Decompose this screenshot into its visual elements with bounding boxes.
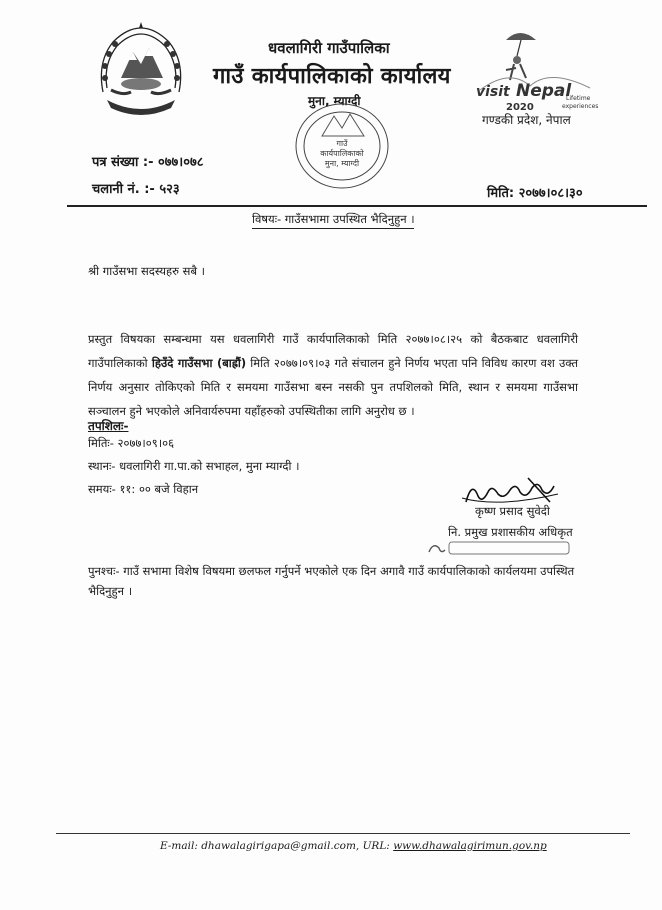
postscript: पुनश्चः- गाउँ सभामा विशेष विषयमा छलफल गर्नुपर्ने भएकोले एक दिन अगावै गाउँ कार्यपालिकाको कार्यलयमा उपस्थित भैदिनुहुन । <box>88 564 575 598</box>
signatory-name: कृष्ण प्रसाद सुवेदी <box>475 504 550 518</box>
visit-text: visit <box>476 84 510 100</box>
stamp-line3: मुना, म्याग्दी <box>324 159 360 168</box>
details-date: मितिः- २०७७।०९।०६ <box>88 436 175 450</box>
nepal-emblem-logo <box>93 22 189 122</box>
body-paragraph <box>88 327 578 423</box>
body-text-bold: हिउँदे गाउँसभा (बाह्रौं) <box>151 356 247 370</box>
stamp-line2: कार्यपालिकाको <box>320 149 364 158</box>
office-address: मुना, म्याग्दी <box>308 94 361 108</box>
subject-line: विषयः- गाउँसभामा उपस्थित भैदिनुहुन । <box>252 212 415 226</box>
experiences-text: experiences <box>562 103 599 110</box>
lifetime-text: Lifetime <box>566 95 591 102</box>
footer-divider <box>56 833 630 834</box>
stamp-line1: गाउँ <box>336 139 348 148</box>
signatory-title: नि. प्रमुख प्रशासकीय अधिकृत <box>448 525 573 539</box>
letter-date: मिति: २०७७।०८।३० <box>487 186 583 201</box>
body-text-part1: प्रस्तुत विषयका सम्बन्धमा यस धवलागिरी गाउँ कार्यपालिकाको मिति २०७७।०८।२५ को बैठकबाट धवलागिरी गाउँपालिकाको <box>88 332 578 370</box>
salutation: श्री गाउँसभा सदस्यहरु सबै । <box>88 264 206 278</box>
footer-contact <box>160 840 547 852</box>
dispatch-number: चलानी नं. :- ५२३ <box>92 182 180 197</box>
year-text: 2020 <box>506 102 534 113</box>
seal-stamp-fragment <box>425 540 575 556</box>
province-label: गण्डकी प्रदेश, नेपाल <box>482 113 571 127</box>
body-text-part2: मिति २०७७।०९।०३ गते संचालन हुने निर्णय भएता पनि विविध कारण वश उक्त निर्णय अनुसार तोकिएको मिति र समयमा गाउँसभा बस्न नसकी पुन तपशिलको मिति, स्थान र समयमा गाउँसभा सञ्चालन हुने भएकोले अनिवार्यरुपमा यहाँहरुको उपस्थितीका लागि अनुरोध छ । <box>88 356 578 418</box>
footer-website-link[interactable]: www.dhawalagirimun.gov.np <box>393 840 547 852</box>
visit-nepal-2020-logo <box>470 28 600 113</box>
footer-email: E-mail: dhawalagirigapa@gmail.com, URL: <box>160 840 394 852</box>
office-name-title: गाउँ कार्यपालिकाको कार्यालय <box>213 64 451 89</box>
org-name-line1: धवलागिरी गाउँपालिका <box>268 39 390 57</box>
nepal-text: Nepal <box>516 81 572 101</box>
letter-reference-number: पत्र संख्या :- ०७७।०७८ <box>92 155 204 170</box>
office-stamp <box>292 100 392 192</box>
subject-underline <box>252 228 414 229</box>
details-heading: तपशिलः- <box>88 419 129 433</box>
details-place: स्थानः- धवलागिरी गा.पा.को सभाहल, मुना म्याग्दी । <box>88 459 300 473</box>
header-divider <box>67 205 647 207</box>
details-time: समयः- ११: ०० बजे विहान <box>88 482 199 496</box>
